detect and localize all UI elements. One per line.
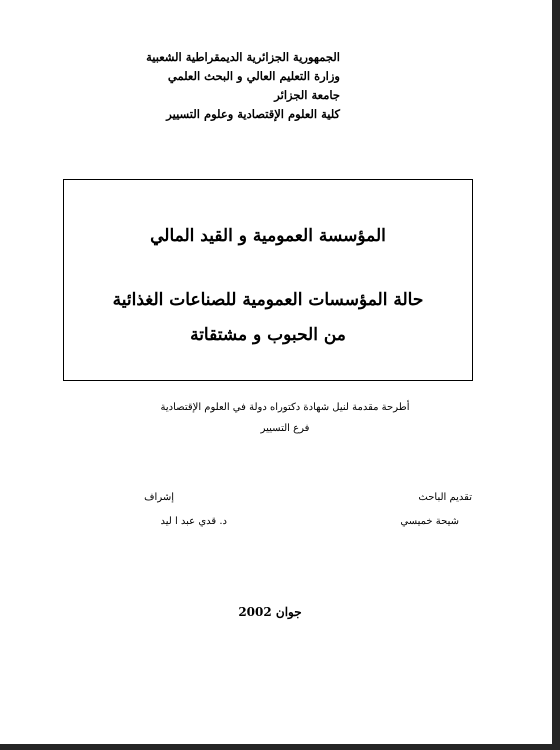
title-box [63, 179, 473, 381]
supervisor-name: د. قدي عبد ا ليد [160, 516, 227, 527]
faculty-name: كلية العلوم الإقتصادية وعلوم التسيير [166, 107, 340, 121]
main-title: المؤسسة العمومية و القيد المالي [150, 226, 386, 246]
university-name: جامعة الجزائر [274, 88, 340, 102]
subtitle-line-1: حالة المؤسسات العمومية للصناعات الغذائية [112, 290, 424, 310]
submission-date: جوان 2002 [238, 605, 302, 619]
republic-name: الجمهورية الجزائرية الديمقراطية الشعبية [146, 50, 340, 64]
author-name: شيحة خميسي [400, 516, 459, 527]
ministry-name: وزارة التعليم العالي و البحث العلمي [167, 69, 340, 83]
thesis-statement [150, 397, 420, 439]
thesis-description: أطرحة مقدمة لنيل شهادة دكتوراه دولة في العلوم الإقتصادية [160, 402, 410, 413]
institution-header [80, 48, 340, 124]
thesis-branch: فرع التسيير [260, 423, 310, 434]
subtitle-line-2: من الحبوب و مشتقاتة [190, 325, 346, 345]
author-label: تقديم الباحث [418, 492, 472, 503]
supervisor-label: إشراف [144, 492, 174, 503]
